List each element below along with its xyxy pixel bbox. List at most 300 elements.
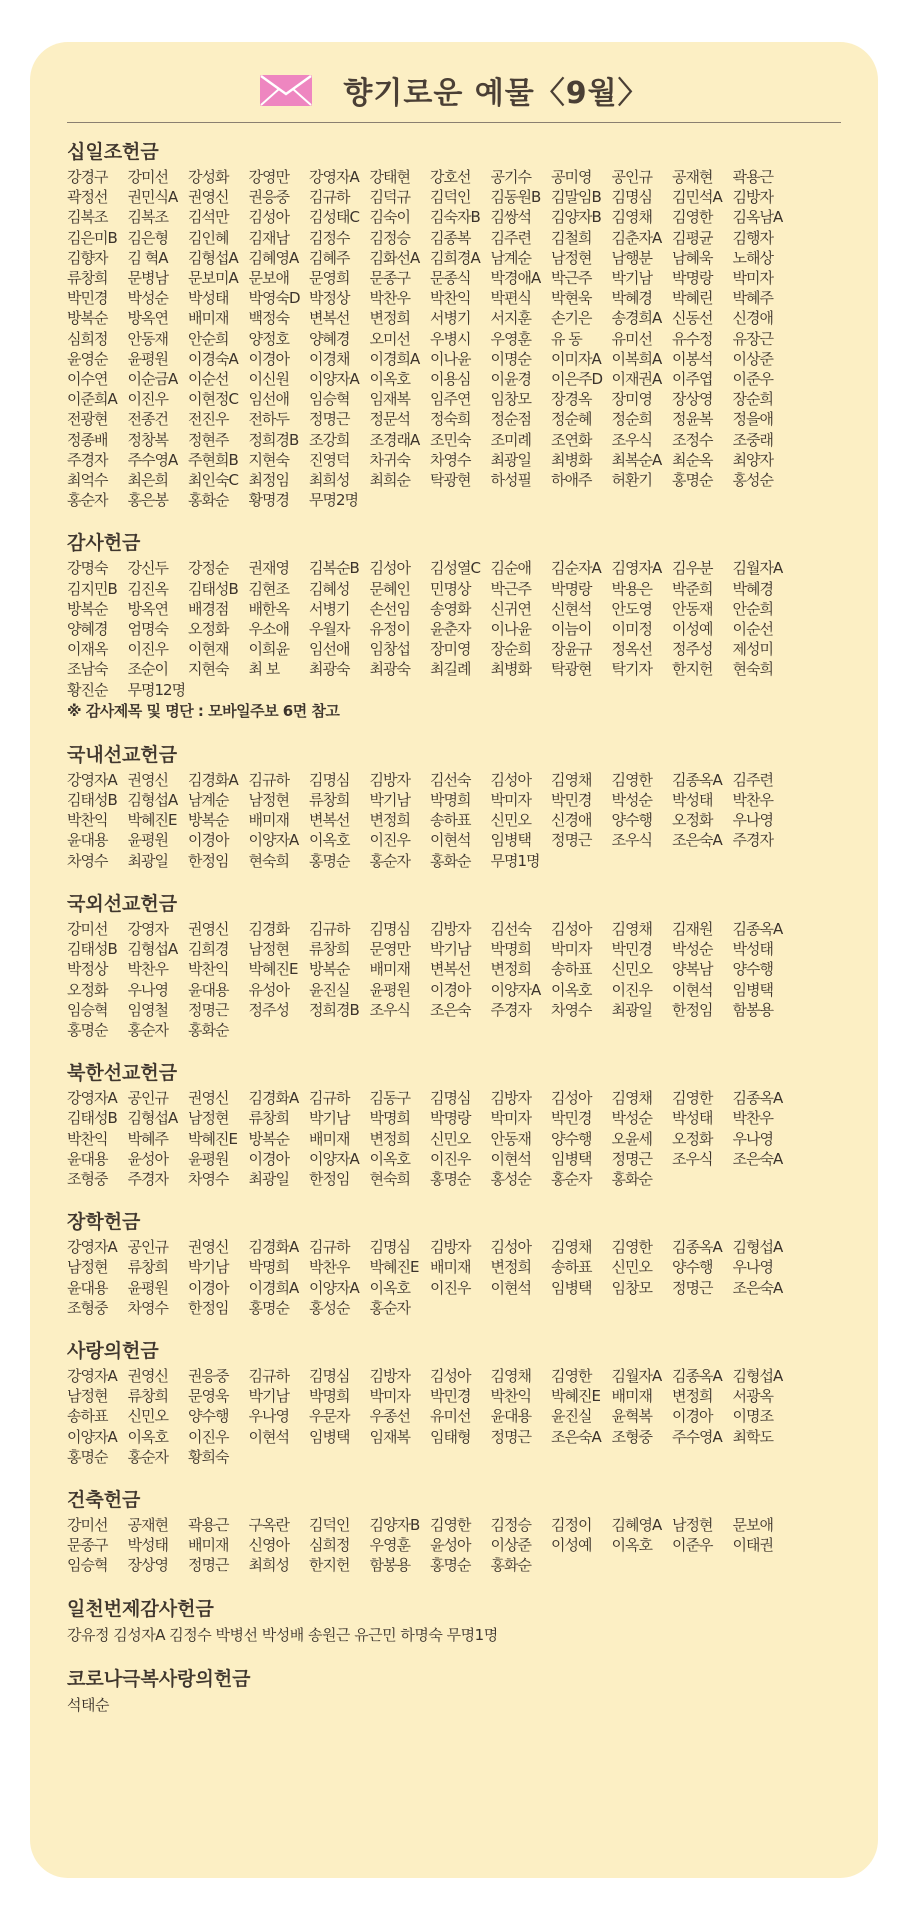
- donor-name: 김성태C: [309, 208, 359, 227]
- donor-name: 이경아: [188, 1278, 229, 1297]
- donor-name: 양수행: [551, 1129, 592, 1148]
- donor-name: 박명희: [430, 791, 471, 810]
- donor-name: 박찬우: [127, 960, 168, 979]
- donor-name: 김명심: [369, 919, 410, 938]
- donor-name: 정명근: [551, 831, 592, 850]
- donor-name: 최양자: [732, 450, 773, 469]
- donor-name: 송경희A: [611, 309, 662, 328]
- donor-name: 김영채: [611, 208, 652, 227]
- donor-name: 홍화순: [611, 1169, 652, 1188]
- donor-name: 양복남: [672, 960, 713, 979]
- section-title: 사랑의헌금: [67, 1339, 159, 1362]
- donor-name: 서지훈: [490, 309, 531, 328]
- donor-name: 안순희: [188, 329, 229, 348]
- name-list: [67, 558, 841, 699]
- donor-name: 이진우: [369, 831, 410, 850]
- donor-name: 탁기자: [611, 660, 652, 679]
- donor-name: 김복조: [67, 208, 108, 227]
- donor-name: 김형섭A: [732, 1366, 783, 1385]
- donor-name: 안동재: [490, 1129, 531, 1148]
- donor-name: 박미자: [369, 1387, 410, 1406]
- donor-name: 김방자: [369, 1366, 410, 1385]
- donor-name: 장윤규: [551, 640, 592, 659]
- donor-name: 강미선: [67, 919, 108, 938]
- donor-name: 이옥호: [611, 1536, 652, 1555]
- donor-name: 홍순자: [551, 1169, 592, 1188]
- donor-name: 박민경: [430, 1387, 471, 1406]
- donor-name: 홍순자: [127, 1447, 168, 1466]
- donor-name: 박찬익: [67, 811, 108, 830]
- donor-name: 김명심: [309, 1366, 350, 1385]
- donor-name: 김명심: [369, 1238, 410, 1257]
- donor-name: 이양자A: [309, 1278, 359, 1297]
- donor-name: 구옥란: [248, 1515, 289, 1534]
- donor-name: 남정현: [67, 1258, 108, 1277]
- donor-name: 송하표: [430, 811, 471, 830]
- donor-name: 우영훈: [369, 1536, 410, 1555]
- sections: [67, 137, 841, 1576]
- donor-name: 박혜주: [127, 1129, 168, 1148]
- donor-name: 이진우: [188, 1427, 229, 1446]
- donor-name: 장상영: [672, 390, 713, 409]
- donor-name: 조경래A: [369, 430, 420, 449]
- donor-name: 이재권A: [611, 370, 662, 389]
- donor-name: 박성태: [127, 1536, 168, 1555]
- donor-name: 송영화: [430, 599, 471, 618]
- donor-name: 오윤세: [611, 1129, 652, 1148]
- donor-name: 권영신: [188, 1089, 229, 1108]
- donor-name: 박찬익: [188, 960, 229, 979]
- donor-name: 신귀연: [490, 599, 531, 618]
- donor-name: 김성아: [490, 770, 531, 789]
- donor-name: 권응중: [248, 188, 289, 207]
- donor-name: 임창모: [611, 1278, 652, 1297]
- donor-name: 홍순자: [127, 1020, 168, 1039]
- donor-name: 김성아: [551, 919, 592, 938]
- donor-name: 변복선: [309, 309, 350, 328]
- donor-name: 양혜경: [309, 329, 350, 348]
- donor-name: 우병시: [430, 329, 471, 348]
- donor-name: 김덕인: [309, 1515, 350, 1534]
- donor-name: 한정임: [188, 851, 229, 870]
- donor-name: 배한옥: [248, 599, 289, 618]
- donor-name: 허환기: [611, 471, 652, 490]
- donor-name: 김민석A: [672, 188, 722, 207]
- donor-name: 이진우: [127, 640, 168, 659]
- donor-name: 한정임: [672, 1000, 713, 1019]
- donor-name: 김정수: [309, 228, 350, 247]
- donor-name: 정순점: [490, 410, 531, 429]
- donor-name: 김양자B: [551, 208, 601, 227]
- donor-name: 박기남: [309, 1109, 350, 1128]
- donor-name: 윤대용: [67, 1149, 108, 1168]
- donor-name: 박성태: [672, 791, 713, 810]
- donor-name: 남정현: [248, 791, 289, 810]
- donor-name: 신민오: [490, 811, 531, 830]
- donor-name: 이순금A: [127, 370, 178, 389]
- donor-name: 손기은: [551, 309, 592, 328]
- donor-name: 이경아: [248, 349, 289, 368]
- donor-name: 신동선: [672, 309, 713, 328]
- donor-name: 이양자A: [490, 980, 541, 999]
- donor-name: 전진우: [188, 410, 229, 429]
- donor-name: 조미례: [490, 430, 531, 449]
- section-note: ※ 감사제목 및 명단 : 모바일주보 6면 참고: [67, 701, 340, 720]
- donor-name: 윤대용: [67, 831, 108, 850]
- donor-name: 이현석: [490, 1149, 531, 1168]
- donor-name: 박민경: [551, 791, 592, 810]
- donor-name: 김종옥A: [672, 770, 722, 789]
- donor-name: 이상준: [732, 349, 773, 368]
- donor-name: 양수행: [732, 960, 773, 979]
- donor-name: 장순희: [732, 390, 773, 409]
- donor-name: 박찬익: [490, 1387, 531, 1406]
- donor-name: 김경화: [248, 919, 289, 938]
- donor-name: 이옥호: [551, 980, 592, 999]
- donor-name: 하성필: [490, 471, 531, 490]
- donor-name: 공인규: [127, 1089, 168, 1108]
- donor-name: 류창희: [248, 1109, 289, 1128]
- donor-name: 김성아: [369, 559, 410, 578]
- donor-name: 하애주: [551, 471, 592, 490]
- donor-name: 김복조: [127, 208, 168, 227]
- donor-name: 김방자: [732, 188, 773, 207]
- donor-name: 김덕인: [430, 188, 471, 207]
- donor-name: 유미선: [430, 1407, 471, 1426]
- name-list: [67, 167, 841, 510]
- donor-name: 주수영A: [127, 450, 178, 469]
- name-list: [67, 1237, 841, 1318]
- donor-name: 김방자: [430, 919, 471, 938]
- donor-name: 변정희: [490, 1258, 531, 1277]
- donor-name: 공기수: [490, 168, 531, 186]
- donor-name: 오정화: [67, 980, 108, 999]
- donor-name: 문보애: [248, 269, 289, 288]
- donor-name: 이복희A: [611, 349, 662, 368]
- donor-name: 신민오: [611, 1258, 652, 1277]
- donor-name: 정순희: [611, 410, 652, 429]
- donor-name: 윤평원: [369, 980, 410, 999]
- donor-name: 박근주: [490, 579, 531, 598]
- donor-name: 방복순: [309, 960, 350, 979]
- donor-name: 김영채: [551, 770, 592, 789]
- donor-name: 임창모: [490, 390, 531, 409]
- donor-name: 박준희: [672, 579, 713, 598]
- donor-name: 한정임: [188, 1298, 229, 1317]
- donor-name: 조남숙: [67, 660, 108, 679]
- donor-name: 김정이: [551, 1515, 592, 1534]
- donor-name: 김선숙: [490, 919, 531, 938]
- donor-name: 박기남: [369, 791, 410, 810]
- donor-name: 권영신: [188, 188, 229, 207]
- donor-name: 양정호: [248, 329, 289, 348]
- donor-name: 배미재: [611, 1387, 652, 1406]
- donor-name: 이현석: [248, 1427, 289, 1446]
- donor-name: 정명근: [188, 1556, 229, 1575]
- donor-name: 남계순: [490, 248, 531, 267]
- donor-name: 문영만: [369, 940, 410, 959]
- donor-name: 김형섭A: [127, 1109, 178, 1128]
- donor-name: 전광현: [67, 410, 108, 429]
- donor-name: 백정숙: [248, 309, 289, 328]
- donor-name: 변복선: [430, 960, 471, 979]
- donor-name: 김경화A: [188, 770, 238, 789]
- donor-name: 박명랑: [551, 579, 592, 598]
- donor-name: 한정임: [309, 1169, 350, 1188]
- donor-name: 이나윤: [490, 620, 531, 639]
- donor-name: 양수행: [188, 1407, 229, 1426]
- donor-name: 한지헌: [309, 1556, 350, 1575]
- donor-name: 남정현: [67, 1387, 108, 1406]
- donor-name: 조형중: [67, 1169, 108, 1188]
- donor-name: 손선임: [369, 599, 410, 618]
- name-list: [67, 1515, 841, 1576]
- header: [67, 58, 841, 123]
- donor-name: 김옥남A: [732, 208, 783, 227]
- donor-name: 김경화A: [248, 1089, 299, 1108]
- donor-name: 조정수: [672, 430, 713, 449]
- donor-name: 주경자: [732, 831, 773, 850]
- donor-name: 박명희: [490, 940, 531, 959]
- donor-name: 김성아: [248, 208, 289, 227]
- offering-section: [67, 137, 841, 510]
- donor-name: 임병택: [732, 980, 773, 999]
- donor-name: 주현희B: [188, 450, 238, 469]
- donor-name: 박영숙D: [248, 289, 300, 308]
- donor-name: 김방자: [430, 1238, 471, 1257]
- donor-name: 심희정: [309, 1536, 350, 1555]
- donor-name: 임재복: [369, 390, 410, 409]
- donor-name: 오정화: [672, 811, 713, 830]
- section-title: 십일조헌금: [67, 141, 159, 163]
- donor-name: 우나영: [732, 1129, 773, 1148]
- donor-name: 신현석: [551, 599, 592, 618]
- donor-name: 서병기: [309, 599, 350, 618]
- donor-name: 최정임: [248, 471, 289, 490]
- donor-name: 임병택: [490, 831, 531, 850]
- donor-name: 윤영순: [67, 349, 108, 368]
- donor-name: 최광일: [490, 450, 531, 469]
- donor-name: 강영자A: [309, 168, 359, 186]
- donor-name: 문보미A: [188, 269, 238, 288]
- donor-name: 김철희: [551, 228, 592, 247]
- donor-name: 김명심: [611, 188, 652, 207]
- donor-name: 문종식: [430, 269, 471, 288]
- donor-name: 이진우: [611, 980, 652, 999]
- donor-name: 유정이: [369, 620, 410, 639]
- donor-name: 최희성: [309, 471, 350, 490]
- donor-name: 한지헌: [672, 660, 713, 679]
- donor-name: 박성순: [611, 1109, 652, 1128]
- donor-name: 장경옥: [551, 390, 592, 409]
- donor-name: 문혜인: [369, 579, 410, 598]
- donor-name: 심희정: [67, 329, 108, 348]
- offering-section: [67, 889, 841, 1040]
- donor-name: 조연화: [551, 430, 592, 449]
- donor-name: 김순자A: [551, 559, 601, 578]
- donor-name: 남정현: [188, 1109, 229, 1128]
- donor-name: 박정상: [309, 289, 350, 308]
- donor-name: 김성아: [551, 1089, 592, 1108]
- donor-name: 최병화: [490, 660, 531, 679]
- donor-name: 지현숙: [188, 660, 229, 679]
- donor-name: 최희성: [248, 1556, 289, 1575]
- donor-name: 홍화순: [188, 1020, 229, 1039]
- donor-name: 최은희: [127, 471, 168, 490]
- donor-name: 조형중: [611, 1427, 652, 1446]
- donor-name: 차영수: [551, 1000, 592, 1019]
- donor-name: 박기남: [611, 269, 652, 288]
- donor-name: 박민경: [551, 1109, 592, 1128]
- donor-name: 문보애: [732, 1515, 773, 1534]
- donor-name: 김복순B: [309, 559, 359, 578]
- donor-name: 이명순: [490, 349, 531, 368]
- donor-name: 김종옥A: [672, 1238, 722, 1257]
- donor-name: 김숙자B: [430, 208, 480, 227]
- donor-name: 박성순: [611, 791, 652, 810]
- donor-name: 우영훈: [490, 329, 531, 348]
- donor-name: 김영한: [611, 770, 652, 789]
- donor-name: 정창복: [127, 430, 168, 449]
- donor-name: 권재영: [248, 559, 289, 578]
- donor-name: 박찬우: [369, 289, 410, 308]
- donor-name: 방복순: [188, 811, 229, 830]
- donor-name: 김영채: [611, 919, 652, 938]
- donor-name: 박기남: [248, 1387, 289, 1406]
- donor-name: 김성아: [430, 1366, 471, 1385]
- donor-name: 이준희A: [67, 390, 117, 409]
- donor-name: 이경숙A: [188, 349, 238, 368]
- donor-name: 최억수: [67, 471, 108, 490]
- donor-name: 박혜린: [672, 289, 713, 308]
- donor-name: 김은형: [127, 228, 168, 247]
- donor-name: 임승혁: [309, 390, 350, 409]
- donor-name: 김종복: [430, 228, 471, 247]
- donor-name: 문병남: [127, 269, 168, 288]
- donor-name: 김양자B: [369, 1515, 420, 1534]
- donor-name: 노해상: [732, 248, 773, 267]
- donor-name: 김영한: [672, 208, 713, 227]
- donor-name: 최광일: [611, 1000, 652, 1019]
- donor-name: 홍명순: [672, 471, 713, 490]
- donor-name: 김혜영A: [611, 1515, 662, 1534]
- donor-name: 강태현: [369, 168, 410, 186]
- donor-name: 강영만: [248, 168, 289, 186]
- donor-name: 박성태: [188, 289, 229, 308]
- donor-name: 조우식: [369, 1000, 410, 1019]
- donor-name: 이양자A: [248, 831, 299, 850]
- donor-name: 서병기: [430, 309, 471, 328]
- donor-name: 정윤복: [672, 410, 713, 429]
- donor-name: 박혜주: [732, 289, 773, 308]
- donor-name: 탁광현: [551, 660, 592, 679]
- donor-name: 윤대용: [490, 1407, 531, 1426]
- donor-name: 송하표: [67, 1407, 108, 1426]
- donor-name: 김형섭A: [732, 1238, 783, 1257]
- donor-name: 주경자: [490, 1000, 531, 1019]
- donor-name: 최순옥: [672, 450, 713, 469]
- section-title: 일천번제감사헌금: [67, 1597, 214, 1620]
- donor-name: 탁광현: [430, 471, 471, 490]
- donor-name: 홍화순: [430, 851, 471, 870]
- donor-name: 신경애: [551, 811, 592, 830]
- donor-name: 최광일: [248, 1169, 289, 1188]
- donor-name: 김방자: [369, 770, 410, 789]
- donor-name: 정옥선: [611, 640, 652, 659]
- donor-name: 김주련: [732, 770, 773, 789]
- donor-name: 박기남: [430, 940, 471, 959]
- donor-name: 안동재: [672, 599, 713, 618]
- donor-name: 남정현: [248, 940, 289, 959]
- donor-name: 최길례: [430, 660, 471, 679]
- donor-name: 장상영: [127, 1556, 168, 1575]
- donor-name: 신민오: [430, 1129, 471, 1148]
- donor-name: 김순애: [490, 559, 531, 578]
- offering-section: [67, 1207, 841, 1318]
- donor-name: 김영채: [551, 1238, 592, 1257]
- donor-name: 윤평원: [127, 349, 168, 368]
- donor-name: 박성순: [672, 940, 713, 959]
- donor-name: 김평균: [672, 228, 713, 247]
- donor-name: 진영덕: [309, 450, 350, 469]
- donor-name: 김정승: [369, 228, 410, 247]
- donor-name: 박민경: [67, 289, 108, 308]
- donor-name: 무명1명: [490, 851, 540, 870]
- donor-name: 김희경: [188, 940, 229, 959]
- donor-name: 조은숙A: [672, 831, 722, 850]
- offering-section: [67, 528, 841, 721]
- donor-name: 이준우: [672, 1536, 713, 1555]
- donor-name: 최광일: [127, 851, 168, 870]
- donor-name: 정희경B: [248, 430, 299, 449]
- donor-name: 홍성순: [732, 471, 773, 490]
- donor-name: 임병택: [551, 1149, 592, 1168]
- donor-name: 조중래: [732, 430, 773, 449]
- donor-name: 이경아: [430, 980, 471, 999]
- donor-name: 박미자: [490, 1109, 531, 1128]
- donor-name: 유 동: [551, 329, 582, 348]
- donor-name: 이현정C: [188, 390, 238, 409]
- donor-name: 박성태: [732, 940, 773, 959]
- donor-name: 박찬우: [732, 1109, 773, 1128]
- donor-name: 이은주D: [551, 370, 603, 389]
- donor-name: 황희숙: [188, 1447, 229, 1466]
- donor-name: 최복순A: [611, 450, 662, 469]
- donor-name: 현숙희: [369, 1169, 410, 1188]
- donor-name: 이진우: [430, 1149, 471, 1168]
- donor-name: 김혜영A: [248, 248, 299, 267]
- donor-name: 이명조: [732, 1407, 773, 1426]
- donor-name: 곽용근: [188, 1515, 229, 1534]
- donor-name: 지현숙: [248, 450, 289, 469]
- donor-name: 우문자: [309, 1407, 350, 1426]
- donor-name: 차영수: [430, 450, 471, 469]
- donor-name: 임주연: [430, 390, 471, 409]
- donor-name: 박성순: [127, 289, 168, 308]
- name-list: [67, 1088, 841, 1189]
- donor-name: 이현재: [188, 640, 229, 659]
- donor-name: 김희경A: [430, 248, 480, 267]
- donor-name: 권영신: [188, 1238, 229, 1257]
- donor-name: 박혜진E: [188, 1129, 237, 1148]
- donor-name: 홍명순: [67, 1447, 108, 1466]
- donor-name: 정현주: [188, 430, 229, 449]
- donor-name: 김종옥A: [732, 1089, 783, 1108]
- donor-name: 배미재: [188, 309, 229, 328]
- donor-name: 황명경: [248, 491, 289, 510]
- donor-name: 김경화A: [248, 1238, 299, 1257]
- donor-name: 김형섭A: [188, 248, 238, 267]
